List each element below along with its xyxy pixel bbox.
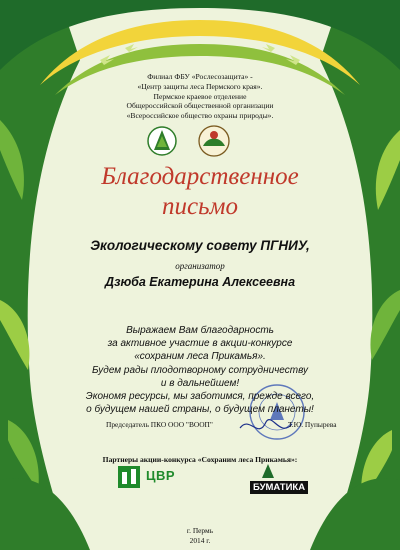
cvr-logo-text: ЦВР — [146, 468, 176, 483]
certificate-title — [0, 162, 400, 222]
issue-city: г. Пермь — [186, 526, 214, 535]
gratitude-text — [0, 324, 400, 416]
recipient-person: Дзюба Екатерина Алексеевна — [104, 275, 296, 289]
issuer-block — [0, 72, 400, 121]
chairman-name: Т.Ю. Пупырева — [288, 420, 337, 429]
body-line: за активное участие в акции-конкурсе — [107, 338, 293, 350]
voop-logo — [199, 126, 229, 156]
body-line: Экономя ресурсы, мы заботимся, прежде всего, — [85, 391, 315, 403]
forest-center-logo — [148, 127, 176, 155]
bumatika-logo-text: БУМАТИКА — [250, 481, 308, 494]
issuer-line: Пермское краевое отделение — [153, 91, 247, 101]
title-line: письмо — [162, 193, 238, 220]
issuer-line: Общероссийской общественной организации — [126, 101, 274, 111]
body-line: о будущем нашей страны, о будущем планеты! — [86, 404, 314, 416]
issuer-line: «Всероссийское общество охраны природы». — [126, 111, 274, 121]
recipient-role: организатор — [175, 261, 225, 271]
cvr-logo — [118, 466, 140, 488]
body-line: Будем рады плодотворному сотрудничеству — [92, 364, 308, 376]
body-line: Выражаем Вам благодарность — [126, 325, 274, 336]
issue-year: 2014 г. — [189, 536, 211, 545]
body-line: «сохраним леса Прикамья». — [134, 351, 266, 363]
body-line: и в дальнейшем! — [160, 377, 240, 389]
chairman-title: Председатель ПКО ООО "ВООП" — [106, 420, 213, 429]
issuer-line: Филиал ФБУ «Рослесозащита» - — [147, 72, 253, 81]
issuer-line: «Центр защиты леса Пермского края». — [137, 81, 263, 91]
recipient-organization: Экологическому совету ПГНИУ, — [90, 238, 310, 253]
title-line: Благодарственное — [101, 163, 299, 190]
partners-heading: Партнеры акции-конкурса «Сохраним леса Прикамья»: — [102, 455, 298, 464]
